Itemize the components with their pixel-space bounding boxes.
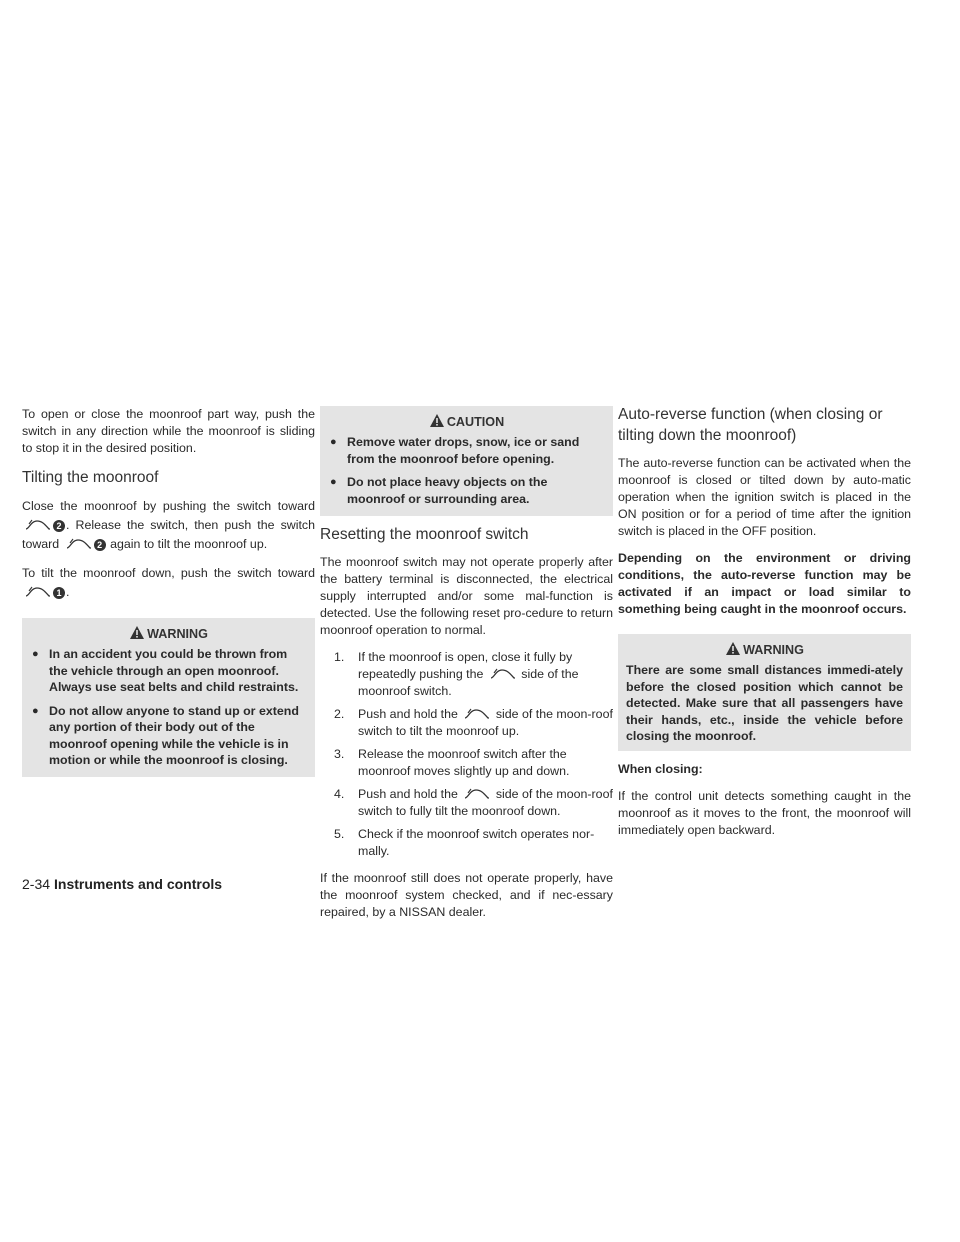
warning-icon — [129, 625, 145, 641]
heading-tilting: Tilting the moonroof — [22, 469, 159, 486]
caution-item: ● Remove water drops, snow, ice or sand from the moonroof before opening. — [328, 434, 605, 467]
caution-icon — [429, 413, 445, 429]
paragraph-auto-reverse-conditions: Depending on the environment or driving conditions, the auto-reverse function may be activated if an impact or load similar to something being caught in the moonroof occurs. — [618, 551, 911, 616]
circled-number-1: 1 — [53, 587, 65, 599]
column-left — [22, 406, 315, 787]
warning-item: ● Do not allow anyone to stand up or extend any portion of their body out of the moonroof opening while the vehicle is in motion or while the moonroof is closing. — [30, 703, 307, 769]
paragraph-when-closing: If the control unit detects something caught in the moonroof as it moves to the front, the moonroof will immediately open backward. — [618, 788, 911, 837]
moonroof-tilt-icon — [24, 585, 52, 599]
reset-steps — [320, 649, 613, 860]
warning-box — [618, 634, 911, 751]
heading-when-closing: When closing: — [618, 761, 703, 776]
page-number: 2-34 — [22, 876, 51, 892]
column-middle — [320, 406, 613, 931]
list-item: 2. Push and hold the side of the moon-roof switch to tilt the moonroof up. — [334, 707, 613, 738]
heading-auto-reverse: Auto-reverse function (when closing or tilting down the moonroof) — [618, 406, 883, 444]
heading-resetting: Resetting the moonroof switch — [320, 526, 529, 543]
paragraph-dealer: If the moonroof still does not operate properly, have the moonroof system checked, and if nec-essary repaired, by a NISSAN dealer. — [320, 871, 613, 919]
caution-box — [320, 406, 613, 516]
list-item: 5. Check if the moonroof switch operates nor-mally. — [334, 827, 595, 858]
circled-number-2: 2 — [53, 520, 65, 532]
moonroof-tilt-icon — [65, 537, 93, 551]
moonroof-tilt-icon — [24, 518, 52, 532]
list-item: 1. If the moonroof is open, close it fully by repeatedly pushing the side of the moonroof switch. — [334, 650, 579, 698]
list-item: 4. Push and hold the side of the moon-roof switch to fully tilt the moonroof down. — [334, 787, 613, 818]
warning-title: WARNING — [743, 643, 804, 657]
warning-text: There are some small distances immedi-ately before the closed position which cannot be detected. Make sure that all passengers have their hands, etc., inside the vehicle before closing the moonroof. — [626, 663, 903, 743]
section-title: Instruments and controls — [54, 876, 223, 892]
list-item: 3. Release the moonroof switch after the moonroof moves slightly up and down. — [334, 747, 570, 778]
caution-title: CAUTION — [446, 415, 505, 429]
page-footer — [22, 876, 222, 892]
moonroof-tilt-icon — [463, 787, 491, 801]
warning-box — [22, 618, 315, 777]
warning-title: WARNING — [147, 627, 208, 641]
caution-item: ● Do not place heavy objects on the moonroof or surrounding area. — [328, 474, 605, 507]
paragraph-partway: To open or close the moonroof part way, push the switch in any direction while the moonroof is sliding to stop it in the desired position. — [22, 407, 315, 455]
paragraph-tilt-down: To tilt the moonroof down, push the switch toward 1 . — [22, 566, 315, 599]
paragraph-tilt-up: Close the moonroof by pushing the switch toward 2 . Release the switch, then push the switch toward 2 again to tilt the moonroof up. — [22, 499, 315, 551]
circled-number-2: 2 — [94, 539, 106, 551]
moonroof-tilt-icon — [463, 707, 491, 721]
column-right — [618, 406, 911, 849]
moonroof-tilt-icon — [489, 667, 517, 681]
paragraph-reset-intro: The moonroof switch may not operate properly after the battery terminal is disconnected, the electrical supply interrupted and/or some mal-function is detected. Use the following reset pro-cedure to return moonroof operation to normal. — [320, 555, 613, 637]
warning-icon — [725, 641, 741, 657]
paragraph-auto-reverse: The auto-reverse function can be activated when the moonroof is closed or tilted down by auto-matic operation when the ignition switch is placed in the ON position or for a period of time after the ignition switch is placed in the OFF position. — [618, 456, 911, 538]
warning-item: ● In an accident you could be thrown from the vehicle through an open moonroof. Always use seat belts and child restraints. — [30, 646, 307, 696]
